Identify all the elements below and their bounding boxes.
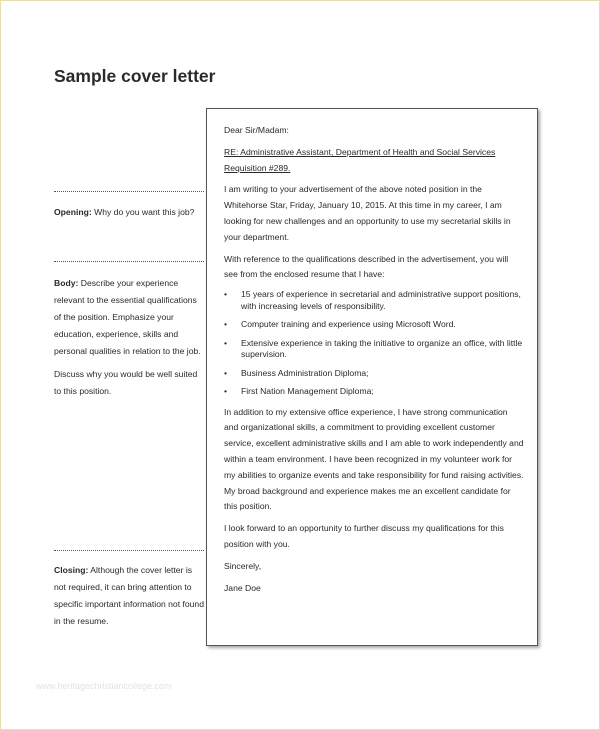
body-divider [54,261,204,262]
letter-paragraph-4: I look forward to an opportunity to further discuss my qualifications for this position with you. [224,523,504,550]
list-item: • First Nation Management Diploma; [224,386,374,397]
letter-signature: Jane Doe [224,582,261,593]
bullet-icon: • [224,289,228,300]
letter-salutation: Dear Sir/Madam: [224,125,289,135]
body-label: Body: [54,278,79,288]
list-item: • Computer training and experience using Microsoft Word. [224,319,456,330]
letter-re-line: RE: Administrative Assistant, Department of Health and Social Services Requisition #289. [224,146,496,173]
body-extra-text: Discuss why you would be well suited to this position. [54,369,198,396]
qualifications-list [224,289,524,398]
bullet-icon: • [224,386,228,397]
body-text: Describe your experience relevant to the essential qualifications of the position. Emphasize your education, experience, skills and personal qualities in relation to the job. [54,278,201,356]
opening-label: Opening: [54,207,92,217]
opening-text: Why do you want this job? [91,207,195,217]
closing-text: Although the cover letter is not required, it can bring attention to specific important information not found in the resume. [54,565,204,626]
body-note [54,275,206,406]
letter-body [224,123,524,602]
watermark: www.heritagechristiancollege.com [36,681,172,691]
opening-divider [54,191,204,192]
bullet-icon: • [224,367,228,378]
closing-divider [54,550,204,551]
opening-note [54,204,206,227]
list-item: • 15 years of experience in secretarial and administrative support positions, with increasing levels of responsibility. [224,289,521,311]
letter-paragraph-1: I am writing to your advertisement of the above noted position in the Whitehorse Star, Friday, January 10, 2015. At this time in my career, I am looking for new challenges and an opportunity to use my secretarial skills in your department. [224,184,511,242]
list-item: • Extensive experience in taking the initiative to organize an office, with little supervision. [224,337,523,360]
bullet-icon: • [224,319,228,330]
closing-label: Closing: [54,565,89,575]
page-title: Sample cover letter [54,66,216,86]
letter-closing: Sincerely, [224,560,262,571]
closing-note [54,562,206,636]
cover-letter-box [206,108,538,646]
letter-paragraph-3: In addition to my extensive office experience, I have strong communication and organizational skills, a commitment to providing excellent customer service, excellent administrative skills and I am able to work independently and within a team environment. I have been recognized in my volunteer work for my abilities to organize events and take responsibility for fund raising activities. My broad background and experience makes me an excellent candidate for this position. [224,406,524,512]
bullet-icon: • [224,337,228,348]
letter-paragraph-2: With reference to the qualifications described in the advertisement, you will see from the enclosed resume that I have: [224,253,509,280]
list-item: • Business Administration Diploma; [224,367,369,378]
